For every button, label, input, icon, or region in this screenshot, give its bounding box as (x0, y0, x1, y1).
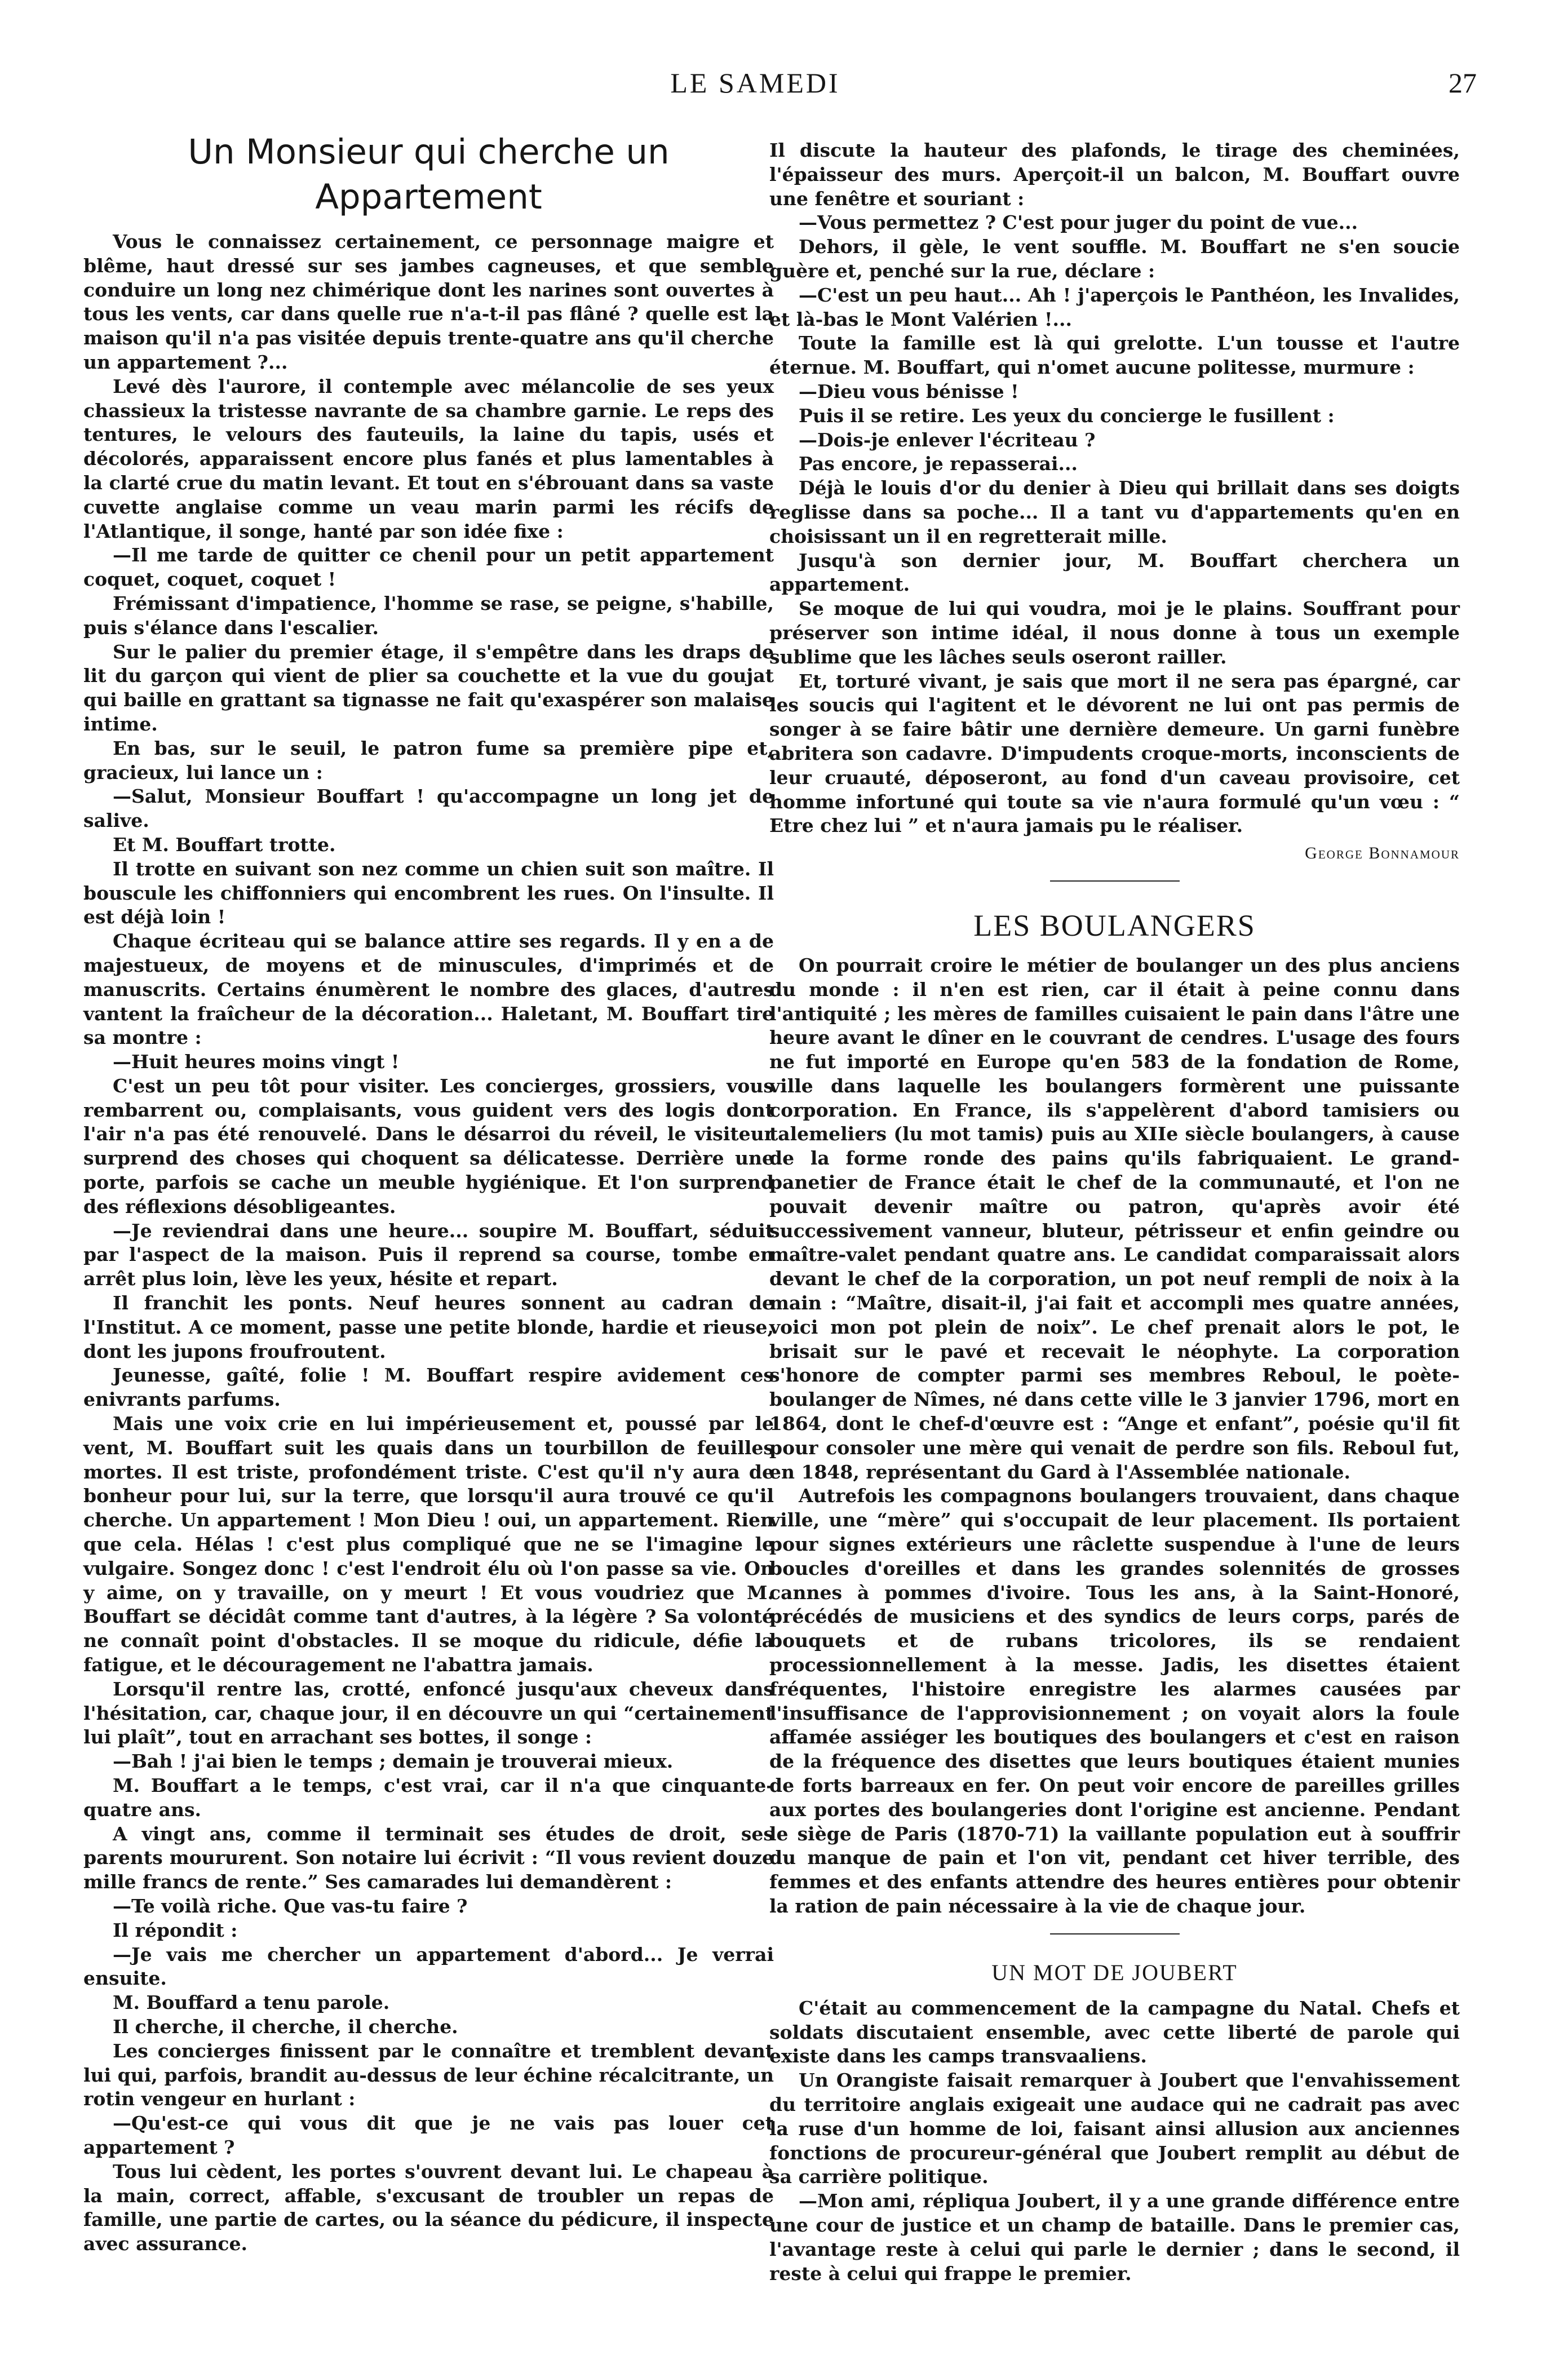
article-paragraph: Lorsqu'il rentre las, crotté, enfoncé jusqu'aux cheveux dans l'hésitation, car, chaque jour, il en découvre un qui “certainement lui plaît”, tout en arrachant ses bottes, il songe : (83, 1677, 774, 1748)
article-paragraph: Il cherche, il cherche, il cherche. (113, 2015, 458, 2038)
article-paragraph: Toute la famille est là qui grelotte. L'un tousse et l'autre éternue. M. Bouffart, qui n'omet aucune politesse, murmure : (769, 332, 1460, 379)
article-paragraph: —Salut, Monsieur Bouffart ! qu'accompagne un long jet de salive. (83, 785, 774, 832)
article-paragraph: Tous lui cèdent, les portes s'ouvrent devant lui. Le chapeau à la main, correct, affable, s'excusant de troubler un repas de famille, une partie de cartes, ou la séance du pédicure, il inspecte avec assurance. (83, 2160, 774, 2255)
article-paragraph: Autrefois les compagnons boulangers trouvaient, dans chaque ville, une “mère” qui s'occupait de leur placement. Ils portaient pour signes extérieurs une râclette suspendue à l'une de leurs boucles d'oreilles et dans les grandes solennités de grosses cannes à pommes d'ivoire. Tous les ans, à la Saint-Honoré, précédés de musiciens et des syndics de leurs corps, parés de bouquets et de rubans tricolores, ils se rendaient processionnellement à la messe. Jadis, les disettes étaient fréquentes, l'histoire enregistre les alarmes causées par l'insuffisance de l'approvisionnement ; on voyait alors la foule affamée assiéger les boutiques des boulangers et c'est en raison de la fréquence des disettes que leurs boutiques étaient munies de forts barreaux en fer. On peut voir encore de pareilles grilles aux portes des boulangeries dont l'origine est ancienne. Pendant le siège de Paris (1870-71) la vaillante population eut à souffrir du manque de pain et l'on vit, pendant cet hiver terrible, des femmes et des enfants attendre des heures entières pour obtenir la ration de pain nécessaire à la vie de chaque jour. (769, 1485, 1460, 1917)
article-paragraph: Les concierges finissent par le connaître et tremblent devant lui qui, parfois, brandit au-dessus de leur échine récalcitrante, un rotin vengeur en hurlant : (83, 2039, 774, 2110)
section-title: LES BOULANGERS (973, 908, 1256, 942)
article-paragraph: C'était au commencement de la campagne du Natal. Chefs et soldats discutaient ensemble, avec cette liberté de parole qui existe dans les camps transvaaliens. (769, 1996, 1460, 2068)
author-signature: George Bonnamour (1305, 844, 1460, 863)
article-paragraph: Se moque de lui qui voudra, moi je le plains. Souffrant pour préserver son intime idéal, il nous donne à tous un exemple sublime que les lâches seuls oseront railler. (769, 597, 1460, 668)
article-paragraph: —Qu'est-ce qui vous dit que je ne vais pas louer cet appartement ? (83, 2112, 774, 2158)
article-paragraph: Jusqu'à son dernier jour, M. Bouffart cherchera un appartement. (769, 549, 1460, 596)
article-paragraph: —Mon ami, répliqua Joubert, il y a une grande différence entre une cour de justice et un champ de bataille. Dans le premier cas, l'avantage reste à celui qui parle le dernier ; dans le second, il reste à celui qui frappe le premier. (769, 2190, 1460, 2285)
article-paragraph: Dehors, il gèle, le vent souffle. M. Bouffart ne s'en soucie guère et, penché sur la rue, déclare : (769, 236, 1460, 282)
article-paragraph: —Dieu vous bénisse ! (799, 380, 1019, 402)
article-paragraph: Mais une voix crie en lui impérieusement et, poussé par le vent, M. Bouffart suit les quais dans un tourbillon de feuilles mortes. Il est triste, profondément triste. C'est qu'il n'y aura de bonheur pour lui, sur la terre, que lorsqu'il aura trouvé ce qu'il cherche. Un appartement ! Mon Dieu ! oui, un appartement. Rien que cela. Hélas ! c'est plus compliqué que ne se l'imagine le vulgaire. Songez donc ! c'est l'endroit élu où l'on passe sa vie. On y aime, on y travaille, on y meurt ! Et vous voudriez que M. Bouffart se décidât comme tant d'autres, à la légère ? Sa volonté ne connaît point d'obstacles. Il se moque du ridicule, défie la fatigue, et le découragement ne l'abattra jamais. (83, 1413, 774, 1676)
article-paragraph: Déjà le louis d'or du denier à Dieu qui brillait dans ses doigts reglisse dans sa poche... Il a tant vu d'appartements qu'en en choisissant un il en regretterait mille. (769, 477, 1460, 547)
article-paragraph: Sur le palier du premier étage, il s'empêtre dans les draps de lit du garçon qui vient de plier sa couchette et la vue du goujat qui baille en grattant sa tignasse ne fait qu'exaspérer son malaise intime. (83, 640, 774, 735)
article-paragraph: Il discute la hauteur des plafonds, le tirage des cheminées, l'épaisseur des murs. Aperçoit-il un balcon, M. Bouffart ouvre une fenêtre et souriant : (769, 139, 1460, 210)
article-paragraph: Frémissant d'impatience, l'homme se rase, se peigne, s'habille, puis s'élance dans l'escalier. (83, 592, 774, 639)
journal-name: LE SAMEDI (670, 67, 840, 99)
article-paragraph: Un Orangiste faisait remarquer à Joubert que l'envahissement du territoire anglais exigeait une audace qui ne cadrait pas avec la ruse d'un homme de loi, faisant ainsi allusion aux anciennes fonctions de procureur-général que Joubert remplit au début de sa carrière politique. (769, 2069, 1460, 2188)
article-paragraph: M. Bouffard a tenu parole. (113, 1991, 390, 2014)
article-paragraph: Il répondit : (113, 1919, 238, 1941)
article-paragraph: Puis il se retire. Les yeux du concierge le fusillent : (799, 404, 1335, 427)
article-paragraph: M. Bouffart a le temps, c'est vrai, car il n'a que cinquante-quatre ans. (83, 1774, 774, 1821)
article-paragraph: —Dois-je enlever l'écriteau ? (799, 428, 1096, 451)
article-paragraph: Levé dès l'aurore, il contemple avec mélancolie de ses yeux chassieux la tristesse navrante de sa chambre garnie. Le reps des tentures, le velours des fauteuils, la laine du tapis, usés et décolorés, apparaissent encore plus fanés et plus lamentables à la clarté crue du matin levant. Et tout en s'ébrouant dans sa vaste cuvette anglaise comme un veau marin parmi les récifs de l'Atlantique, il songe, hanté par son idée fixe : (83, 375, 774, 542)
article-paragraph: Il franchit les ponts. Neuf heures sonnent au cadran de l'Institut. A ce moment, passe une petite blonde, hardie et rieuse, dont les jupons froufroutent. (83, 1292, 774, 1362)
article-paragraph: —Te voilà riche. Que vas-tu faire ? (113, 1894, 468, 1917)
article-paragraph: En bas, sur le seuil, le patron fume sa première pipe et, gracieux, lui lance un : (83, 737, 774, 783)
article-paragraph: Vous le connaissez certainement, ce personnage maigre et blême, haut dressé sur ses jambes cagneuses, et que semble conduire un long nez chimérique dont les narines sont ouvertes à tous les vents, car dans quelle rue n'a-t-il pas flâné ? quelle est la maison qu'il n'a pas visitée depuis trente-quatre ans qu'il cherche un appartement ?... (83, 231, 774, 373)
article-paragraph: On pourrait croire le métier de boulanger un des plus anciens du monde : il n'en est rien, car il était à peine connu dans l'antiquité ; les mères de familles cuisaient le pain dans l'âtre une heure avant le dîner en le couvrant de cendres. L'usage des fours ne fut importé en Europe qu'en 583 de la fondation de Rome, ville dans laquelle les boulangers formèrent une puissante corporation. En France, ils s'appelèrent d'abord tamisiers ou talemeliers (lu mot tamis) puis au XIIe siècle boulangers, à cause de la forme ronde des pains qu'ils fabriquaient. Le grand-panetier de France était le chef de la communauté, et l'on ne pouvait devenir maître ou patron, qu'après avoir été successivement vanneur, bluteur, pétrisseur et enfin geindre ou maître-valet pendant quatre ans. Le candidat comparaissait alors devant le chef de la corporation, un pot neuf rempli de noix à la main : “Maître, disait-il, j'ai fait et accompli mes quatre années, voici mon pot plein de noix”. Le chef prenait alors le pot, le brisait sur le pavé et recevait le néophyte. La corporation s'honore de compter parmi ses membres Reboul, le poète-boulanger de Nîmes, né dans cette ville le 3 janvier 1796, mort en 1864, dont le chef-d'œuvre est : “Ange et enfant”, poésie qu'il fit pour consoler une mère qui venait de perdre son fils. Reboul fut, en 1848, représentant du Gard à l'Assemblée nationale. (769, 954, 1460, 1483)
article-paragraph: Et, torturé vivant, je sais que mort il ne sera pas épargné, car les soucis qui l'agitent et le dévorent ne lui ont pas permis de songer à se faire bâtir une dernière demeure. Un garni funèbre abritera son cadavre. D'impudents croque-morts, inconscients de leur cruauté, déposeront, au fond d'un caveau provisoire, cet homme infortuné qui toute sa vie n'aura formulé qu'un vœu : “ Etre chez lui ” et n'aura jamais pu le réaliser. (769, 670, 1460, 837)
right-column (769, 139, 1460, 2286)
article-paragraph: C'est un peu tôt pour visiter. Les concierges, grossiers, vous rembarrent ou, complaisants, vous guident vers des logis dont l'air n'a pas été renouvelé. Dans le désarroi du réveil, le visiteur surprend des choses qui choquent sa délicatesse. Derrière une porte, parfois se cache un meuble hygiénique. Et l'on surprend des réflexions désobligeantes. (83, 1074, 774, 1218)
article-paragraph: —Je vais me chercher un appartement d'abord... Je verrai ensuite. (83, 1943, 774, 1990)
section-title: UN MOT DE JOUBERT (991, 1959, 1238, 1985)
section-divider (1050, 1933, 1180, 1934)
article-paragraph: A vingt ans, comme il terminait ses études de droit, ses parents moururent. Son notaire lui écrivit : “Il vous revient douze mille francs de rente.” Ses camarades lui demandèrent : (83, 1822, 774, 1893)
article-paragraph: —Huit heures moins vingt ! (113, 1051, 400, 1073)
section-divider (1050, 880, 1180, 882)
article-paragraph: Pas encore, je repasserai... (799, 453, 1078, 475)
article-paragraph: Il trotte en suivant son nez comme un chien suit son maître. Il bouscule les chiffonniers qui encombrent les rues. On l'insulte. Il est déjà loin ! (83, 857, 774, 928)
article-paragraph: —Bah ! j'ai bien le temps ; demain je trouverai mieux. (113, 1750, 674, 1773)
article-paragraph: —C'est un peu haut... Ah ! j'aperçois le Panthéon, les Invalides, et là-bas le Mont Valérien !... (769, 284, 1460, 330)
article-paragraph: Chaque écriteau qui se balance attire ses regards. Il y en a de majestueux, de moyens et de minuscules, d'imprimés et de manuscrits. Certains énumèrent le nombre des glaces, d'autres vantent la fraîcheur de la décoration... Haletant, M. Bouffart tire sa montre : (83, 930, 774, 1049)
article-title: Un Monsieur qui cherche un Appartement (188, 132, 670, 217)
article-paragraph: —Il me tarde de quitter ce chenil pour un petit appartement coquet, coquet, coquet ! (83, 544, 774, 591)
article-paragraph: Jeunesse, gaîté, folie ! M. Bouffart respire avidement ces enivrants parfums. (83, 1364, 774, 1411)
article-paragraph: Et M. Bouffart trotte. (113, 833, 336, 856)
left-column (83, 130, 774, 2256)
page-number: 27 (1449, 67, 1477, 99)
article-paragraph: —Je reviendrai dans une heure... soupire M. Bouffart, séduit par l'aspect de la maison. Puis il reprend sa course, tombe en arrêt plus loin, lève les yeux, hésite et repart. (83, 1219, 774, 1290)
article-paragraph: —Vous permettez ? C'est pour juger du point de vue... (799, 211, 1358, 234)
